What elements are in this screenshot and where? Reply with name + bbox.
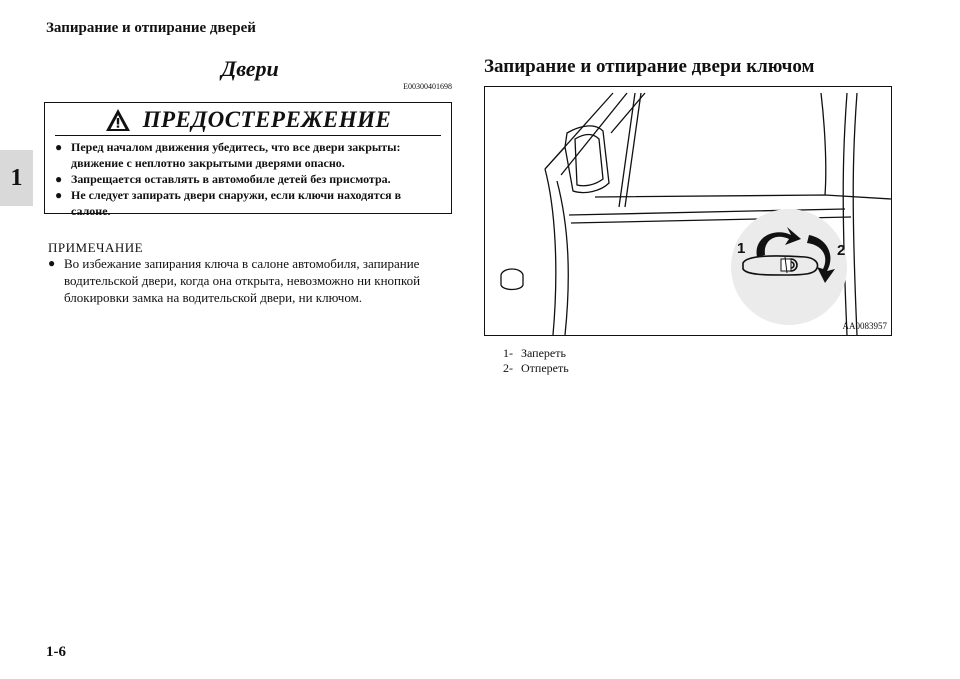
list-item — [48, 255, 458, 306]
warning-divider — [55, 135, 441, 136]
note-heading: ПРИМЕЧАНИЕ — [48, 240, 144, 255]
note-list — [48, 255, 458, 306]
warning-title: ПРЕДОСТЕРЕЖЕНИЕ — [142, 107, 392, 132]
figure-label-2: 2 — [837, 242, 846, 259]
warning-item-text: Не следует запирать двери снаружи, если ключи находятся в салоне. — [71, 188, 402, 218]
warning-header — [45, 107, 451, 133]
bullet-icon: ● — [55, 188, 63, 202]
subsection-title: Запирание и отпирание двери ключом — [484, 56, 815, 77]
warning-triangle-icon — [105, 108, 131, 132]
warning-list — [55, 139, 443, 219]
legend-item — [503, 361, 569, 376]
list-item — [55, 187, 443, 219]
running-header: Запирание и отпирание дверей — [46, 20, 256, 36]
list-item — [55, 139, 443, 171]
list-item — [55, 171, 443, 187]
bullet-icon: ● — [55, 172, 63, 186]
bullet-icon: ● — [55, 140, 63, 154]
figure-legend — [503, 346, 569, 376]
warning-item-text: Перед началом движения убедитесь, что все двери закрыты: движение с неплотно закрытыми дверями опасно. — [71, 140, 401, 170]
warning-box — [44, 102, 452, 218]
door-lock-illustration — [484, 86, 892, 336]
legend-item — [503, 346, 569, 361]
warning-item-text: Запрещается оставлять в автомобиле детей без присмотра. — [71, 172, 391, 186]
section-title: Двери — [221, 56, 279, 81]
section-code: E00300401698 — [403, 82, 452, 91]
legend-text: Отпереть — [521, 361, 569, 375]
legend-number: 1- — [503, 346, 513, 360]
chapter-tab: 1 — [0, 150, 33, 206]
legend-text: Запереть — [521, 346, 566, 360]
note-item-text: Во избежание запирания ключа в салоне автомобиля, запирание водительской двери, когда она открыта, невозможно ни кнопкой блокировки замка на водительской двери, ни ключом. — [64, 256, 421, 305]
car-door-drawing — [485, 87, 891, 335]
figure-code: AA0083957 — [842, 321, 887, 331]
legend-number: 2- — [503, 361, 513, 375]
bullet-icon: ● — [48, 256, 56, 270]
figure-label-1: 1 — [737, 240, 746, 257]
page-number: 1-6 — [46, 644, 66, 660]
